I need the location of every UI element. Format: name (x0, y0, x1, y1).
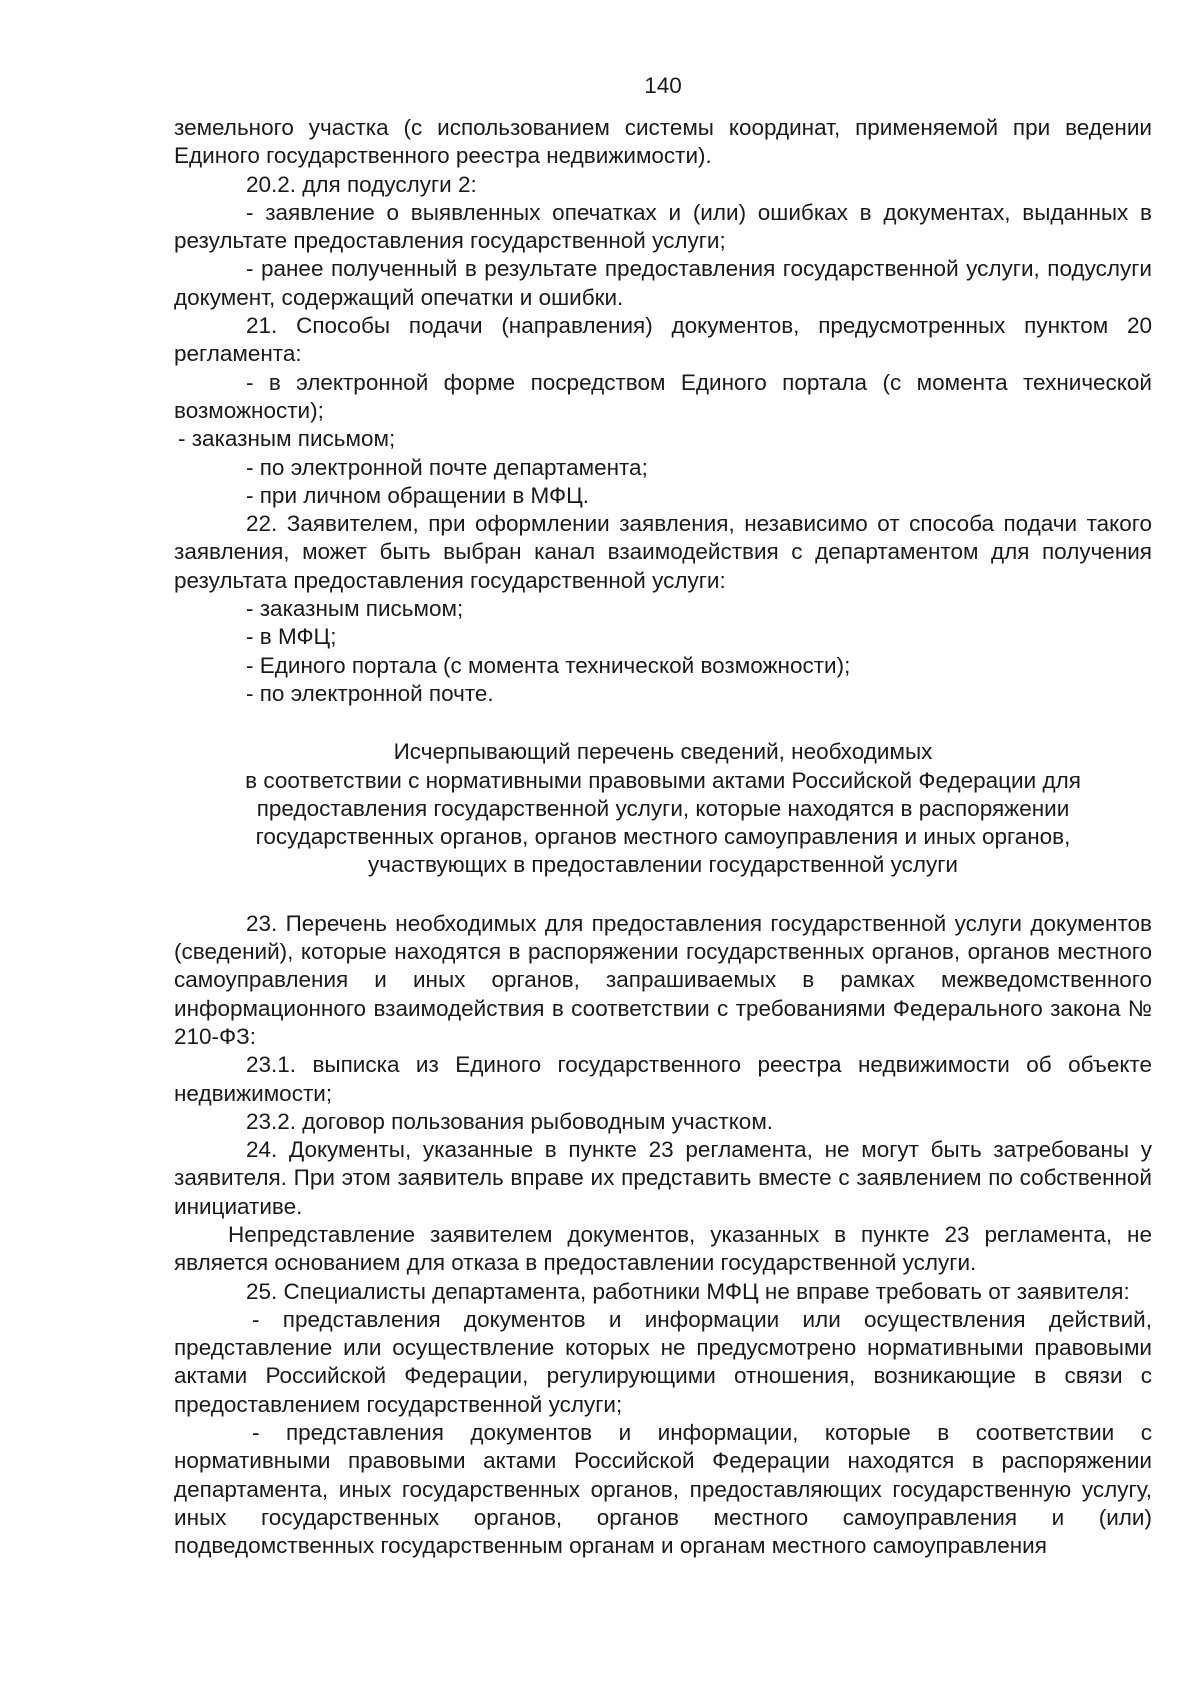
list-item: - представления документов и информации, которые в соответствии с нормативными правовыми актами Российской Федерации находятся в распоряжении департамента, иных государственных органов, предоставляющих государственную услугу, иных государственных органов, органов местного самоуправления и (или) подведомственных государственным органам и органам местного самоуправления (174, 1420, 1152, 1559)
paragraph-24-note: Непредставление заявителем документов, указанных в пункте 23 регламента, не является основанием для отказа в предоставлении государственной услуги. (174, 1221, 1152, 1276)
paragraph-23-1: 23.1. выписка из Единого государственного реестра недвижимости об объекте недвижимости; (174, 1052, 1152, 1106)
paragraph-24: 24. Документы, указанные в пункте 23 регламента, не могут быть затребованы у заявителя. При этом заявитель вправе их представить вместе с заявлением по собственной инициативе. (174, 1137, 1152, 1219)
list-item: - в МФЦ; (246, 624, 337, 650)
list-item: - ранее полученный в результате предоставления государственной услуги, подуслуги документ, содержащий опечатки и ошибки. (174, 256, 1152, 310)
heading-line: Исчерпывающий перечень сведений, необходимых (393, 739, 933, 765)
list-item: - заказным письмом; (246, 596, 464, 622)
paragraph-23: 23. Перечень необходимых для предоставления государственной услуги документов (сведений), которые находятся в распоряжении государственных органов, органов местного самоуправления и иных органов, запрашиваемых в рамках межведомственного информационного взаимодействия в соответствии с требованиями Федерального закона № 210-ФЗ: (174, 910, 1152, 1049)
heading-line: предоставления государственной услуги, которые находятся в распоряжении (256, 795, 1070, 821)
list-item: - заказным письмом; (178, 426, 396, 452)
section-heading (174, 738, 1152, 879)
paragraph-25: 25. Специалисты департамента, работники МФЦ не вправе требовать от заявителя: (246, 1278, 1130, 1304)
list-item: - по электронной почте. (246, 680, 494, 706)
list-item: - при личном обращении в МФЦ. (246, 482, 590, 508)
document-page (174, 72, 1152, 1561)
paragraph-23-2: 23.2. договор пользования рыбоводным участком. (246, 1108, 774, 1134)
list-item: - Единого портала (с момента технической возможности); (246, 652, 851, 678)
paragraph-20-2: 20.2. для подуслуги 2: (246, 171, 477, 197)
heading-line: участвующих в предоставлении государственной услуги (368, 852, 958, 878)
paragraph-21: 21. Способы подачи (направления) документов, предусмотренных пунктом 20 регламента: (174, 313, 1152, 367)
list-item: - в электронной форме посредством Единого портала (с момента технической возможности); (174, 369, 1152, 423)
list-item: - по электронной почте департамента; (246, 454, 648, 480)
heading-line: государственных органов, органов местного самоуправления и иных органов, (255, 824, 1071, 850)
paragraph-continuation: земельного участка (с использованием системы координат, применяемой при ведении Единого государственного реестра недвижимости). (174, 115, 1152, 169)
heading-line: в соответствии с нормативными правовыми актами Российской Федерации для (245, 767, 1081, 793)
paragraph-22: 22. Заявителем, при оформлении заявления, независимо от способа подачи такого заявления, может быть выбран канал взаимодействия с департаментом для получения результата предоставления государственной услуги: (174, 511, 1152, 593)
list-item: - заявление о выявленных опечатках и (или) ошибках в документах, выданных в результате предоставления государственной услуги; (174, 199, 1152, 254)
list-item: - представления документов и информации или осуществления действий, представление или осуществление которых не предусмотрено нормативными правовыми актами Российской Федерации, регулирующими отношения, возникающие в связи с предоставлением государственной услуги; (174, 1306, 1152, 1417)
page-number: 140 (644, 73, 682, 98)
